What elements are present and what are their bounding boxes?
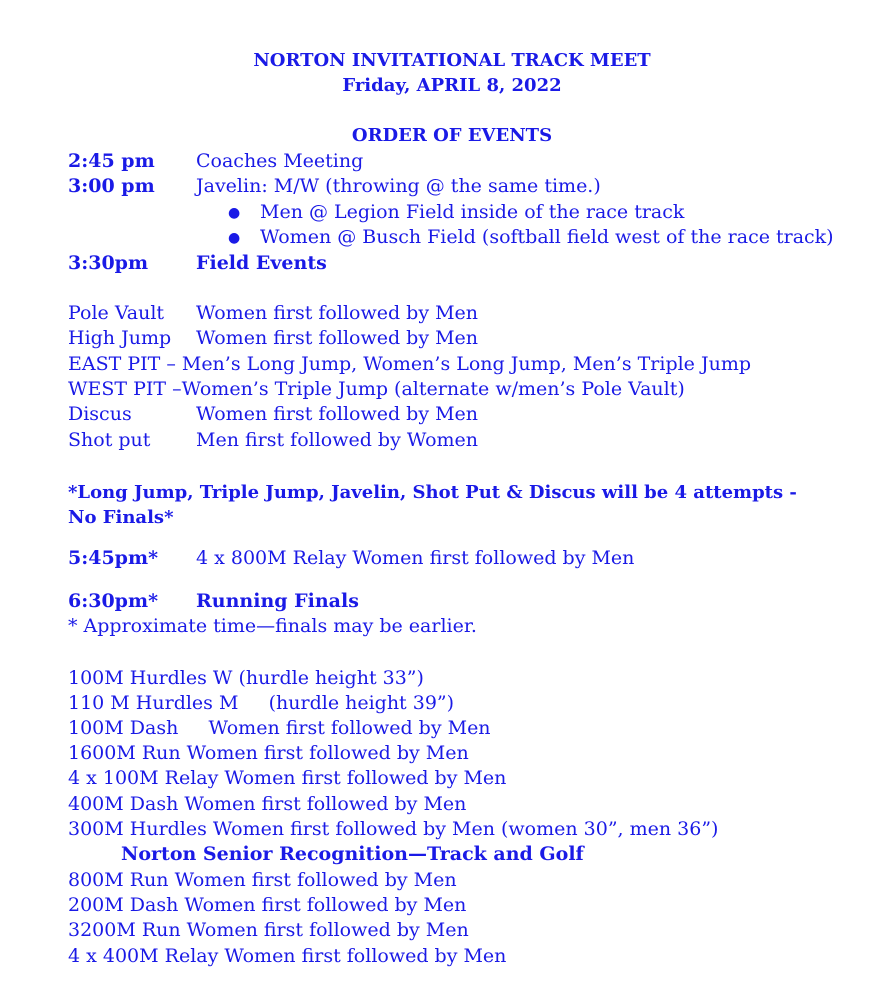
field-event-name: High Jump: [68, 327, 172, 349]
bullet-item: [228, 200, 684, 225]
field-event-order: Women first followed by Men: [196, 403, 479, 425]
field-event-row: [68, 326, 478, 351]
schedule-time: 2:45 pm: [68, 150, 155, 172]
field-event-order: Women first followed by Men: [196, 327, 479, 349]
running-event: 3200M Run Women first followed by Men: [68, 919, 469, 941]
meet-date: Friday, APRIL 8, 2022: [342, 75, 562, 96]
attempts-note-line1: *Long Jump, Triple Jump, Javelin, Shot Put & Discus will be 4 attempts -: [68, 482, 797, 503]
field-event-order: Men first followed by Women: [196, 429, 479, 451]
running-event: 400M Dash Women first followed by Men: [68, 793, 467, 815]
running-event: 4 x 400M Relay Women first followed by Men: [68, 945, 507, 967]
running-event: 300M Hurdles Women first followed by Men (women 30”, men 36”): [68, 818, 719, 840]
bullet-text: Men @ Legion Field inside of the race track: [260, 201, 685, 223]
field-event-row: [68, 402, 478, 427]
pit-assignment: WEST PIT –Women’s Triple Jump (alternate w/men’s Pole Vault): [68, 378, 685, 400]
running-event: 110 M Hurdles M (hurdle height 39”): [68, 692, 455, 714]
field-events-row: [68, 251, 327, 276]
section-heading: ORDER OF EVENTS: [351, 125, 553, 146]
running-event: 1600M Run Women first followed by Men: [68, 742, 469, 764]
schedule-text: Javelin: M/W (throwing @ the same time.): [196, 175, 601, 197]
pit-assignment: EAST PIT – Men’s Long Jump, Women’s Long Jump, Men’s Triple Jump: [68, 353, 751, 375]
running-finals-row: [68, 589, 359, 614]
schedule-row: [68, 174, 601, 199]
bullet-text: Women @ Busch Field (softball field west of the race track): [260, 226, 834, 248]
senior-recognition: Norton Senior Recognition—Track and Golf: [121, 843, 584, 865]
field-event-row: [68, 301, 478, 326]
schedule-time: 3:00 pm: [68, 175, 155, 197]
running-event: 100M Dash Women first followed by Men: [68, 717, 491, 739]
bullet-item: [228, 225, 834, 250]
attempts-note-line2: No Finals*: [68, 507, 174, 528]
field-event-name: Shot put: [68, 429, 151, 451]
field-events-label: Field Events: [196, 252, 327, 274]
field-event-name: Discus: [68, 403, 132, 425]
running-event: 100M Hurdles W (hurdle height 33”): [68, 667, 424, 689]
running-finals-time: 6:30pm*: [68, 590, 158, 612]
field-event-row: [68, 428, 478, 453]
field-event-order: Women first followed by Men: [196, 302, 479, 324]
relay-text: 4 x 800M Relay Women first followed by Men: [196, 547, 635, 569]
running-event: 4 x 100M Relay Women first followed by Men: [68, 767, 507, 789]
running-finals-label: Running Finals: [196, 590, 359, 612]
running-event: 800M Run Women first followed by Men: [68, 869, 457, 891]
relay-time: 5:45pm*: [68, 547, 158, 569]
relay-row: [68, 546, 634, 571]
approximate-note: * Approximate time—finals may be earlier.: [68, 615, 477, 637]
meet-title: NORTON INVITATIONAL TRACK MEET: [253, 50, 651, 71]
schedule-row: [68, 149, 363, 174]
bullet-icon: ●: [228, 205, 241, 221]
schedule-text: Coaches Meeting: [196, 150, 364, 172]
running-event: 200M Dash Women first followed by Men: [68, 894, 467, 916]
bullet-icon: ●: [228, 230, 241, 246]
field-events-time: 3:30pm: [68, 252, 149, 274]
field-event-name: Pole Vault: [68, 302, 165, 324]
